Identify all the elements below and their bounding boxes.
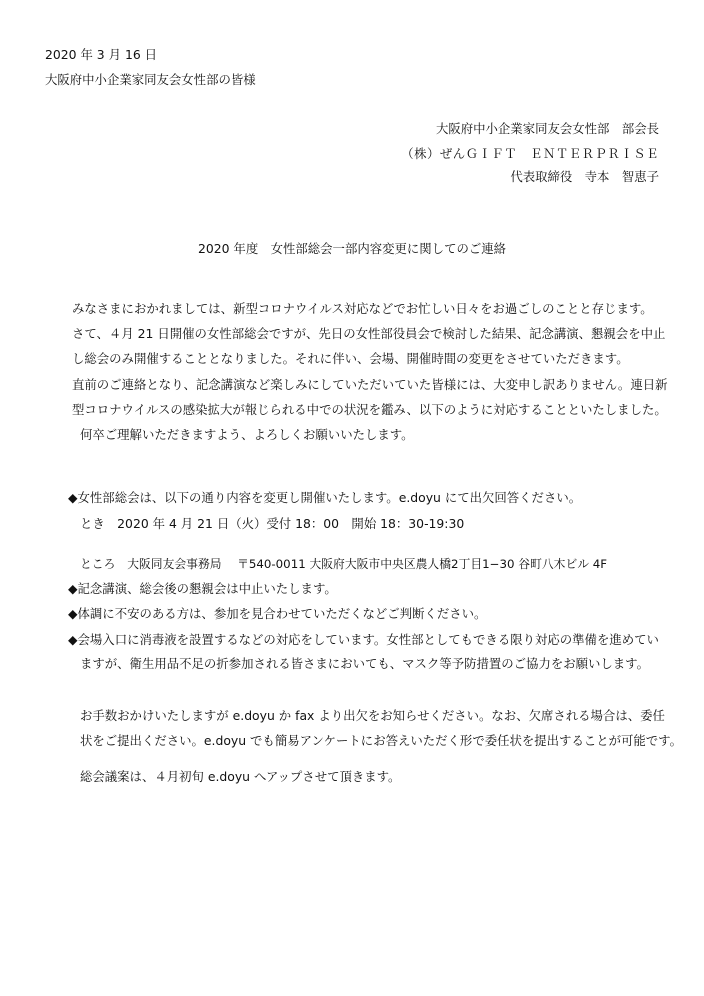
body-line-4: 直前のご連絡となり、記念講演など楽しみにしていただいていた皆様には、大変申し訳ありません。連日新 [72, 377, 668, 392]
notice-cancel: ◆記念講演、総会後の懇親会は中止いたします。 [68, 581, 337, 596]
notice-time: とき 2020 年 4 月 21 日（火）受付 18：00 開始 18：30-19:30 [80, 516, 465, 531]
body-line-1: みなさまにおかれましては、新型コロナウイルス対応などでお忙しい日々をお過ごしのことと存じます。 [72, 301, 653, 316]
notice-place: ところ 大阪同友会事務局 〒540-0011 大阪府大阪市中央区農人橋2丁目1−30 谷町八木ビル 4F [80, 557, 608, 571]
notice-meeting: ◆女性部総会は、以下の通り内容を変更し開催いたします。e.doyu にて出欠回答ください。 [68, 490, 582, 505]
closing-line-3: 総会議案は、４月初旬 e.doyu へアップさせて頂きます。 [80, 769, 401, 784]
closing-line-2: 状をご提出ください。e.doyu でも簡易アンケートにお答えいただく形で委任状を提出することが可能です。 [80, 733, 682, 748]
sender-company: （株）ぜんＧＩＦＴ ＥＮＴＥＲＰＲＩＳＥ [401, 146, 659, 161]
body-line-5: 型コロナウイルスの感染拡大が報じられる中での状況を鑑み、以下のように対応することといたしました。 [72, 402, 667, 417]
notice-disinfect-2: ますが、衛生用品不足の折参加される皆さまにおいても、マスク等予防措置のご協力をお願いします。 [80, 656, 649, 671]
body-line-3: し総会のみ開催することとなりました。それに伴い、会場、開催時間の変更をさせていただきます。 [72, 351, 629, 366]
closing-line-1: お手数おかけいたしますが e.doyu か fax より出欠をお知らせください。なお、欠席される場合は、委任 [80, 708, 665, 723]
date: 2020 年 3 月 16 日 [45, 47, 158, 62]
body-line-6: 何卒ご理解いただきますよう、よろしくお願いいたします。 [80, 427, 414, 442]
notice-disinfect-1: ◆会場入口に消毒液を設置するなどの対応をしています。女性部としてもできる限り対応の準備を進めてい [68, 632, 659, 647]
notice-health: ◆体調に不安のある方は、参加を見合わせていただくなどご判断ください。 [68, 606, 487, 621]
sender-name: 代表取締役 寺本 智恵子 [510, 169, 659, 184]
sender-title: 大阪府中小企業家同友会女性部 部会長 [435, 121, 659, 136]
document-title: 2020 年度 女性部総会一部内容変更に関してのご連絡 [197, 241, 507, 256]
recipient: 大阪府中小企業家同友会女性部の皆様 [45, 72, 256, 87]
body-line-2: さて、４月 21 日開催の女性部総会ですが、先日の女性部役員会で検討した結果、記念講演、懇親会を中止 [72, 326, 666, 341]
